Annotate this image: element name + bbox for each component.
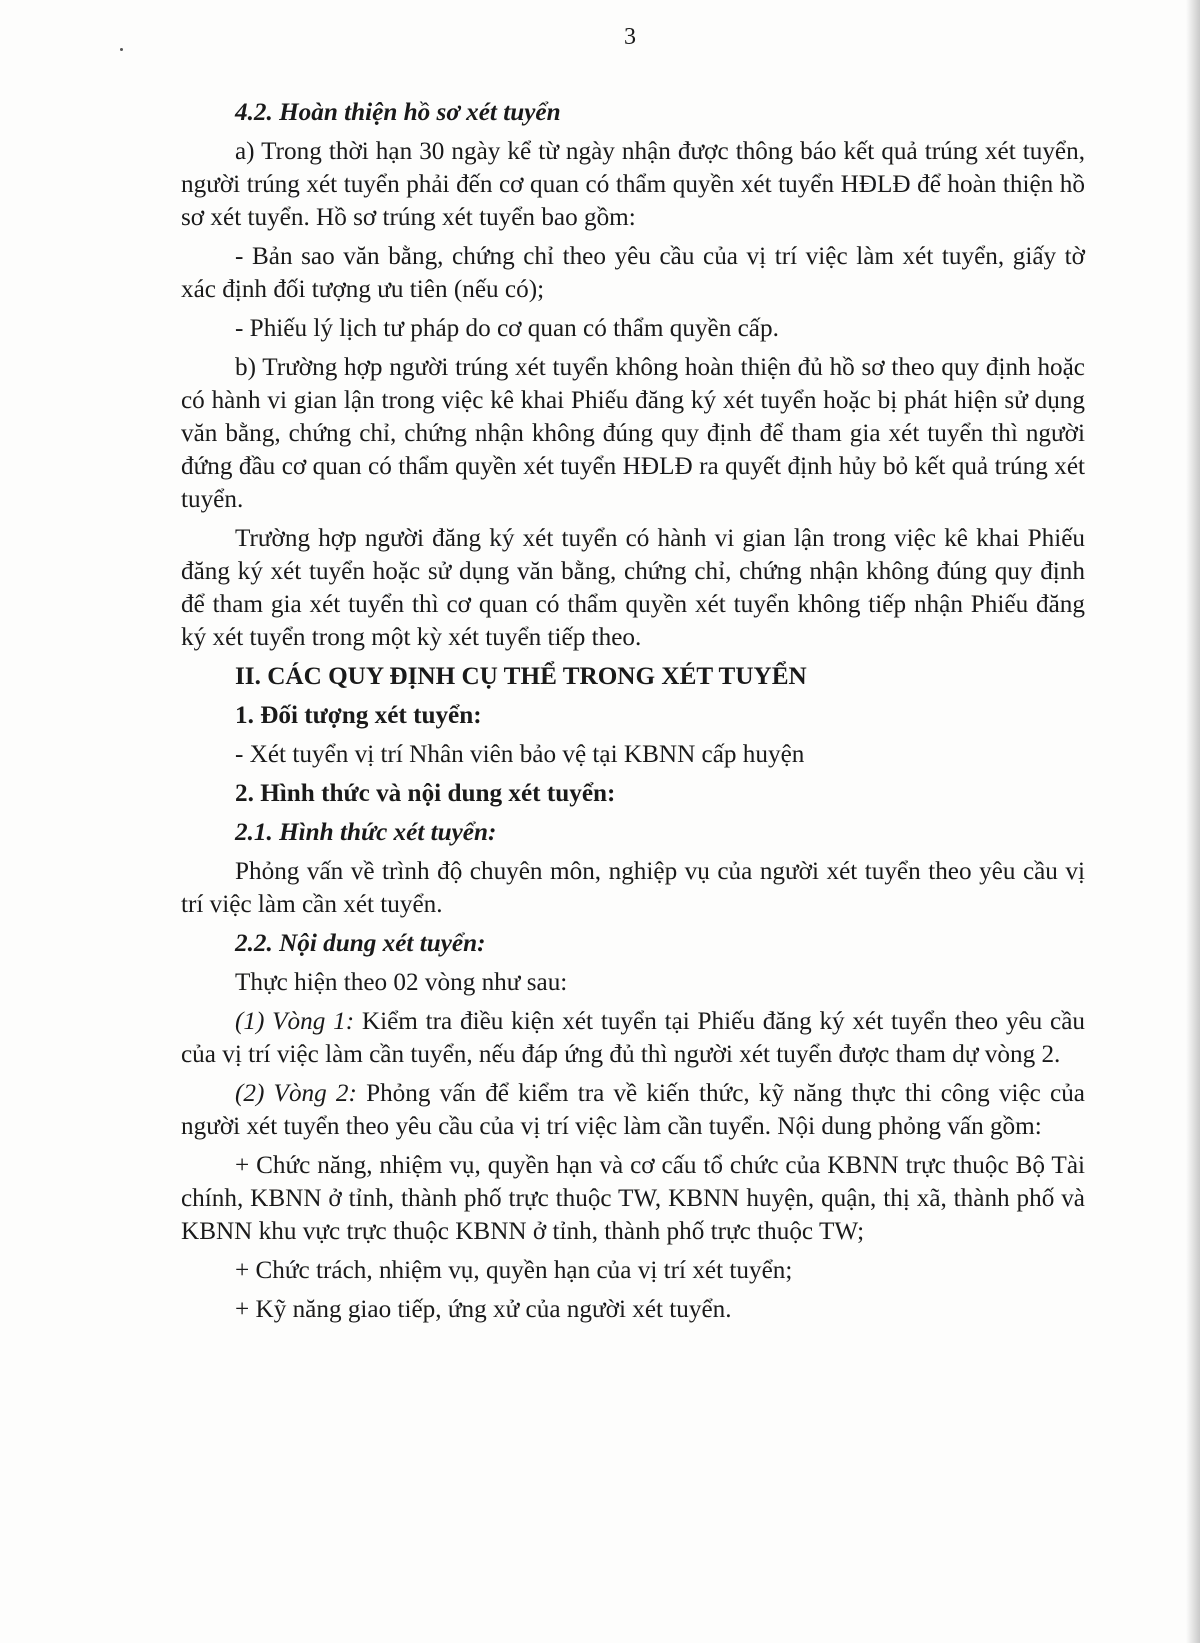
paragraph-fraud: Trường hợp người đăng ký xét tuyển có hành vi gian lận trong việc kê khai Phiếu đăng ký xét tuyển hoặc sử dụng văn bằng, chứng chỉ, chứng nhận không đúng quy định để tham gia xét tuyển thì cơ quan có thẩm quyền xét tuyển không tiếp nhận Phiếu đăng ký xét tuyển trong một kỳ xét tuyển tiếp theo. (181, 525, 1085, 651)
heading-1-subjects: 1. Đối tượng xét tuyển: (235, 702, 482, 729)
heading-2-form-content: 2. Hình thức và nội dung xét tuyển: (235, 780, 616, 807)
bullet-copies: - Bản sao văn bằng, chứng chỉ theo yêu cầu của vị trí việc làm xét tuyển, giấy tờ xác định đối tượng ưu tiên (nếu có); (181, 243, 1085, 303)
paragraph-subjects: - Xét tuyển vị trí Nhân viên bảo vệ tại KBNN cấp huyện (235, 741, 805, 768)
heading-4-2: 4.2. Hoàn thiện hồ sơ xét tuyển (235, 99, 561, 126)
page-number: 3 (624, 24, 636, 50)
paragraph-round-1 (181, 1005, 1085, 1071)
heading-2-1: 2.1. Hình thức xét tuyển: (235, 819, 497, 846)
plus-item-communication: + Kỹ năng giao tiếp, ứng xử của người xét tuyển. (235, 1296, 732, 1323)
page-edge-shadow (1186, 0, 1200, 1643)
round-2-text: Phỏng vấn để kiểm tra về kiến thức, kỹ năng thực thi công việc của người xét tuyển theo yêu cầu của vị trí việc làm cần tuyển. Nội dung phỏng vấn gồm: (181, 1080, 1085, 1140)
paragraph-b: b) Trường hợp người trúng xét tuyển không hoàn thiện đủ hồ sơ theo quy định hoặc có hành vi gian lận trong việc kê khai Phiếu đăng ký xét tuyển hoặc bị phát hiện sử dụng văn bằng, chứng chỉ, chứng nhận không đúng quy định để tham gia xét tuyển thì người đứng đầu cơ quan có thẩm quyền xét tuyển HĐLĐ ra quyết định hủy bỏ kết quả trúng xét tuyển. (181, 354, 1085, 513)
round-1-text: Kiểm tra điều kiện xét tuyển tại Phiếu đăng ký xét tuyển theo yêu cầu của vị trí việc làm cần tuyển, nếu đáp ứng đủ thì người xét tuyển được tham dự vòng 2. (181, 1008, 1085, 1068)
paragraph-round-2 (181, 1077, 1085, 1143)
plus-item-duties: + Chức trách, nhiệm vụ, quyền hạn của vị trí xét tuyển; (235, 1257, 793, 1284)
round-2-label: (2) Vòng 2: (235, 1080, 357, 1107)
paragraph-two-rounds: Thực hiện theo 02 vòng như sau: (235, 969, 568, 996)
plus-item-functions: + Chức năng, nhiệm vụ, quyền hạn và cơ cấu tổ chức của KBNN trực thuộc Bộ Tài chính, KBNN ở tỉnh, thành phố trực thuộc TW, KBNN huyện, quận, thị xã, thành phố và KBNN khu vực trực thuộc KBNN ở tỉnh, thành phố trực thuộc TW; (181, 1152, 1085, 1245)
round-1-label: (1) Vòng 1: (235, 1008, 355, 1035)
heading-section-II: II. CÁC QUY ĐỊNH CỤ THỂ TRONG XÉT TUYỂN (235, 663, 807, 690)
bullet-criminal-record: - Phiếu lý lịch tư pháp do cơ quan có thẩm quyền cấp. (235, 315, 779, 342)
paragraph-interview: Phỏng vấn về trình độ chuyên môn, nghiệp vụ của người xét tuyển theo yêu cầu vị trí việc làm cần xét tuyển. (181, 858, 1085, 918)
document-body (181, 96, 1085, 1332)
heading-2-2: 2.2. Nội dung xét tuyển: (235, 930, 486, 957)
paragraph-a: a) Trong thời hạn 30 ngày kể từ ngày nhận được thông báo kết quả trúng xét tuyển, người trúng xét tuyển phải đến cơ quan có thẩm quyền xét tuyển HĐLĐ để hoàn thiện hồ sơ xét tuyển. Hồ sơ trúng xét tuyển bao gồm: (181, 138, 1085, 231)
